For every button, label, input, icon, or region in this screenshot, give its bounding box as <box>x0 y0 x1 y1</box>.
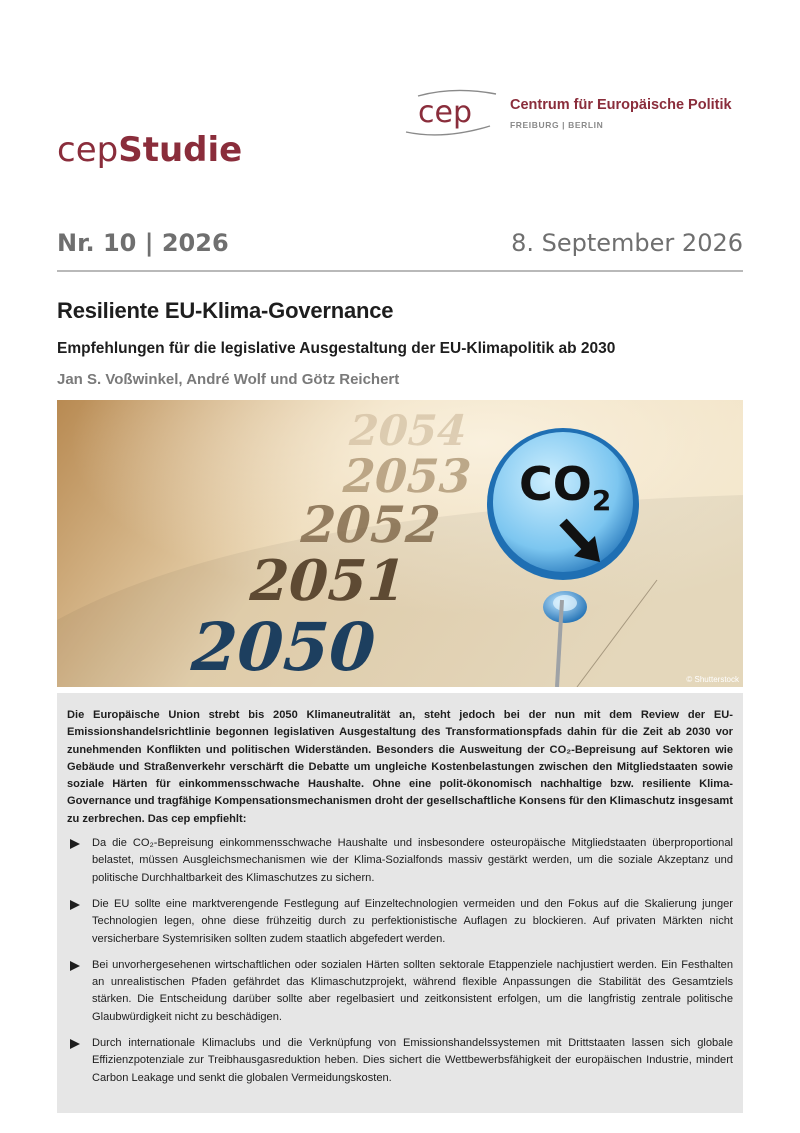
authors: Jan S. Voßwinkel, André Wolf und Götz Reichert <box>57 371 400 388</box>
triangle-right-icon <box>70 961 80 971</box>
list-item <box>67 896 733 948</box>
list-item <box>67 1035 733 1087</box>
year-label: 2050 <box>181 607 385 686</box>
issue-number: Nr. 10 | 2026 <box>57 229 229 257</box>
recommendation-list <box>67 835 733 1087</box>
summary-box <box>57 693 743 1113</box>
series-prefix: cep <box>57 130 119 170</box>
pin-sub-text: 2 <box>591 484 612 517</box>
publisher-logo <box>404 84 754 144</box>
list-item <box>67 957 733 1026</box>
pin-co-text: CO <box>519 457 592 511</box>
document-subtitle: Empfehlungen für die legislative Ausgestaltung der EU-Klimapolitik ab 2030 <box>57 340 616 357</box>
list-item-text: Da die CO₂-Bepreisung einkommensschwache Haushalte und insbesondere osteuropäische Mitgliedstaaten überproportional belastet, müssen Ausgleichsmechanismen wie der Klima-Sozialfonds massiv gestärkt werden, um die soziale Akzeptanz und politische Durchhaltbarkeit des Klimaschutzes zu sichern. <box>92 837 733 884</box>
logo-location: FREIBURG | BERLIN <box>510 120 604 130</box>
series-name: Studie <box>118 130 243 170</box>
logo-mark: cep <box>418 95 472 130</box>
year-label: 2053 <box>336 449 478 504</box>
triangle-right-icon <box>70 900 80 910</box>
list-item-text: Bei unvorhergesehenen wirtschaftlichen oder sozialen Härten sollten sektorale Etappenziele nachjustiert werden. Ein Festhalten an unrealistischen Pfaden gefährdet das Klimaschutzprojekt, während flexible Anpassungen die Stabilität des Gesamtziels stärken. Die Entscheidung darüber sollte aber regelbasiert und zeitkonsistent erfolgen, um die langfristig zentrale politische Glaubwürdigkeit nicht zu beschädigen. <box>92 958 733 1023</box>
photo-credit: © Shutterstock <box>686 675 739 684</box>
document-title: Resiliente EU-Klima-Governance <box>57 298 394 323</box>
year-label: 2054 <box>343 406 473 456</box>
logo-name: Centrum für Europäische Politik <box>510 97 732 113</box>
list-item-text: Die EU sollte eine marktverengende Festlegung auf Einzeltechnologien vermeiden und den Fokus auf die Skalierung junger Technologien legen, ohne diese frühzeitig durch zu perfektionistische Auflagen zu blockieren. Auf privaten Märkten nicht versicherbare Systemrisiken sollten zudem staatlich abgefedert werden. <box>92 897 733 945</box>
list-item <box>67 835 733 887</box>
year-label: 2051 <box>241 548 414 614</box>
series-title <box>57 132 242 169</box>
triangle-right-icon <box>70 1039 80 1049</box>
publication-date: 8. September 2026 <box>511 229 743 257</box>
cep-logo-icon <box>404 84 508 144</box>
year-label: 2052 <box>293 494 448 554</box>
header-divider <box>57 270 743 272</box>
triangle-right-icon <box>70 839 80 849</box>
cover-photo <box>57 400 743 687</box>
summary-intro: Die Europäische Union strebt bis 2050 Klimaneutralität an, steht jedoch bei der nun mit dem Review der EU-Emissionshandelsrichtlinie begonnen legislativen Ausgestaltung des Transformationspfads dahin für die Zeit ab 2030 vor zunehmenden Konflikten und politischen Widerständen. Besonders die Ausweitung der CO₂-Bepreisung auf Sektoren wie Gebäude und Straßenverkehr verschärft die Debatte um ungleiche Kostenbelastungen zwischen den Mitgliedstaaten sowie soziale Härten für einkommensschwache Haushalte. Ohne eine polit-ökonomisch nachhaltige bzw. resiliente Klima-Governance und tragfähige Kompensationsmechanismen droht der gesellschaftliche Konsens für den Klimaschutz insgesamt zu zerbrechen. Das cep empfiehlt: <box>67 709 733 825</box>
list-item-text: Durch internationale Klimaclubs und die Verknüpfung von Emissionshandelssystemen mit Drittstaaten lassen sich globale Effizienzpotenziale zur Treibhausgasreduktion heben. Dies sichert die Wettbewerbsfähigkeit der europäischen Industrie, mindert Carbon Leakage und senkt die globalen Vermeidungskosten. <box>92 1037 733 1084</box>
